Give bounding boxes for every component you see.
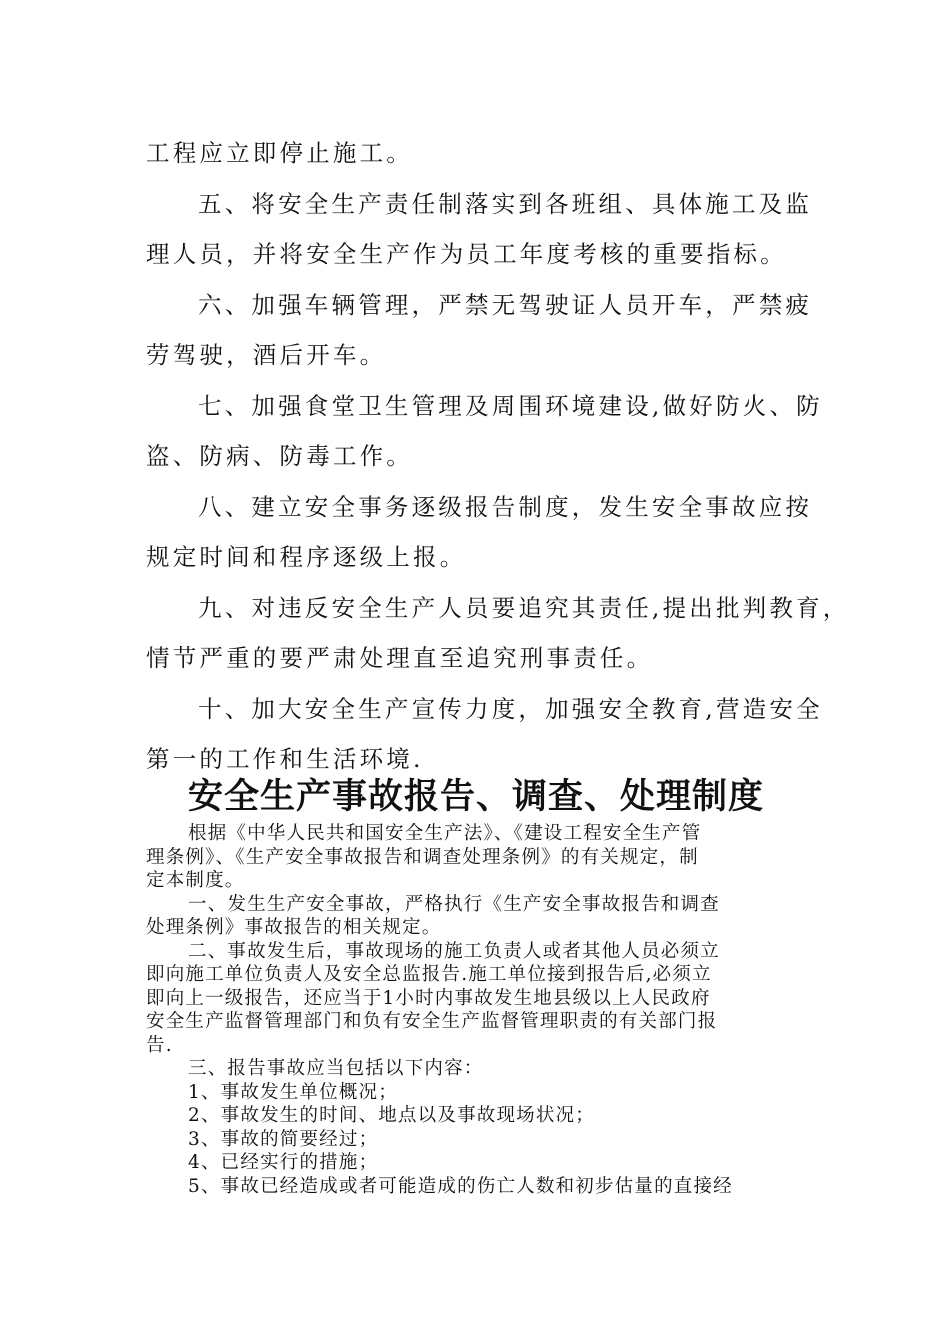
paragraph-line: 劳驾驶，酒后开车。 [146, 341, 387, 369]
paragraph-line: 根据《中华人民共和国安全生产法》、《建设工程安全生产管 [188, 823, 702, 844]
list-item: 5、事故已经造成或者可能造成的伤亡人数和初步估量的直接经 [188, 1175, 733, 1197]
paragraph-line: 即向上一级报告，还应当于1小时内事故发生地县级以上人民政府 [146, 987, 711, 1009]
list-item: 4、已经实行的措施； [188, 1152, 379, 1173]
list-item: 2、事故发生的时间、地点以及事故现场状况； [188, 1105, 595, 1126]
paragraph-line: 理人员，并将安全生产作为员工年度考核的重要指标。 [146, 240, 787, 268]
paragraph-line: 九、对违反安全生产人员要追究其责任,提出批判教育， [198, 593, 850, 622]
paragraph-line: 处理条例》事故报告的相关规定。 [146, 917, 442, 938]
paragraph-line: 情节严重的要严肃处理直至追究刑事责任。 [146, 644, 654, 672]
paragraph-line: 安全生产监督管理部门和负有安全生产监督管理职责的有关部门报 [146, 1011, 718, 1032]
list-item: 1、事故发生单位概况； [188, 1081, 398, 1103]
paragraph-line: 第一的工作和生活环境. [146, 745, 424, 773]
paragraph-line: 二、事故发生后，事故现场的施工负责人或者其他人员必须立 [188, 940, 720, 962]
section-title: 安全生产事故报告、调查、处理制度 [187, 777, 764, 817]
paragraph-line: 一、发生生产安全事故，严格执行《生产安全事故报告和调查 [188, 893, 720, 915]
paragraph-line: 定本制度。 [146, 870, 245, 891]
paragraph-line: 规定时间和程序逐级上报。 [146, 543, 467, 571]
paragraph-line: 工程应立即停止施工。 [146, 139, 413, 167]
paragraph-line: 十、加大安全生产宣传力度，加强安全教育,营造安全 [198, 694, 823, 723]
paragraph-line: 八、建立安全事务逐级报告制度，发生安全事故应按 [198, 492, 813, 521]
paragraph-line: 即向施工单位负责人及安全总监报告.施工单位接到报告后,必须立 [146, 964, 712, 985]
paragraph-line: 六、加强车辆管理，严禁无驾驶证人员开车，严禁疲 [198, 290, 813, 319]
list-item: 3、事故的简要经过； [188, 1128, 379, 1150]
paragraph-line: 七、加强食堂卫生管理及周围环境建设,做好防火、防 [198, 391, 823, 420]
paragraph-line: 五、将安全生产责任制落实到各班组、具体施工及监 [198, 189, 813, 218]
accident-report-regulation [146, 822, 806, 1198]
paragraph-line: 盗、防病、防毒工作。 [146, 442, 413, 470]
paragraph-line: 三、报告事故应当包括以下内容： [188, 1058, 484, 1079]
paragraph-line: 告. [146, 1034, 173, 1056]
paragraph-line: 理条例》、《生产安全事故报告和调查处理条例》的有关规定，制 [146, 846, 699, 868]
regulation-list-continued [146, 128, 850, 785]
